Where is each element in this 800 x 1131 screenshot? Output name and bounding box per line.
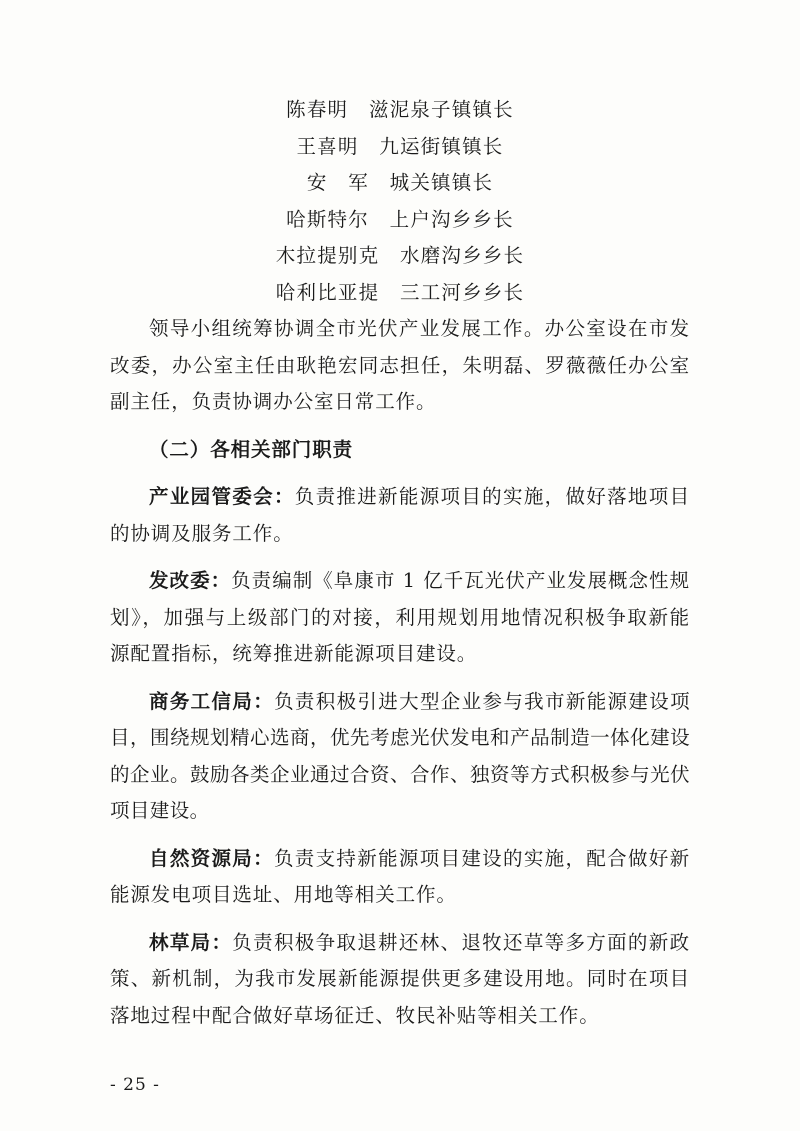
duty-item-lead: 产业园管委会： xyxy=(149,485,295,508)
duty-item-text: 负责积极引进大型企业参与我市新能源建设项目，围绕规划精心选商，优先考虑光伏发电和产品制造一体化建设的企业。鼓励各类企业通过合资、合作、独资等方式积极参与光伏项目建设。 xyxy=(110,689,690,822)
duty-item xyxy=(110,841,690,914)
spacer xyxy=(110,421,690,432)
spacer xyxy=(110,552,690,563)
name-list-item: 陈春明 滋泥泉子镇镇长 xyxy=(286,98,514,121)
duty-item-text: 负责支持新能源项目建设的实施，配合做好新能源发电项目选址、用地等相关工作。 xyxy=(110,846,690,906)
spacer xyxy=(110,830,690,841)
duty-item-lead: 商务工信局： xyxy=(149,689,275,713)
duty-item-lead: 林草局： xyxy=(149,930,233,954)
spacer xyxy=(110,914,690,925)
page-content xyxy=(110,92,690,1034)
spacer xyxy=(110,468,690,479)
duty-item-text: 负责推进新能源项目的实施，做好落地项目的协调及服务工作。 xyxy=(110,485,690,545)
name-list-item: 安 军 城关镇镇长 xyxy=(306,171,494,194)
section-heading: （二）各相关部门职责 xyxy=(149,437,354,461)
name-list-item: 哈利比亚提 三工河乡乡长 xyxy=(275,280,525,304)
duty-item-lead: 自然资源局： xyxy=(149,846,274,870)
name-list-item: 木拉提别克 水磨沟乡乡长 xyxy=(275,244,525,267)
duty-item xyxy=(110,479,690,552)
duty-item-text: 负责编制《阜康市 1 亿千瓦光伏产业发展概念性规划》，加强与上级部门的对接，利用规划用地情况积极争取新能源配置指标，统筹推进新能源项目建设。 xyxy=(110,569,690,665)
duty-item-text: 负责积极争取退耕还林、退牧还草等多方面的新政策、新机制，为我市发展新能源提供更多建设用地。同时在项目落地过程中配合做好草场征迁、牧民补贴等相关工作。 xyxy=(110,930,690,1027)
duty-item-lead: 发改委： xyxy=(149,569,232,592)
page-number: - 25 - xyxy=(110,1075,160,1095)
paragraph-leading-group: 领导小组统筹协调全市光伏产业发展工作。办公室设在市发改委，办公室主任由耿艳宏同志担任，朱明磊、罗薇薇任办公室副主任，负责协调办公室日常工作。 xyxy=(110,317,690,413)
spacer xyxy=(110,673,690,684)
name-list-item: 王喜明 九运街镇镇长 xyxy=(296,134,504,158)
name-list-item: 哈斯特尔 上户沟乡乡长 xyxy=(286,207,514,231)
duty-item xyxy=(110,684,690,830)
duty-item xyxy=(110,563,690,673)
duty-item xyxy=(110,925,690,1035)
